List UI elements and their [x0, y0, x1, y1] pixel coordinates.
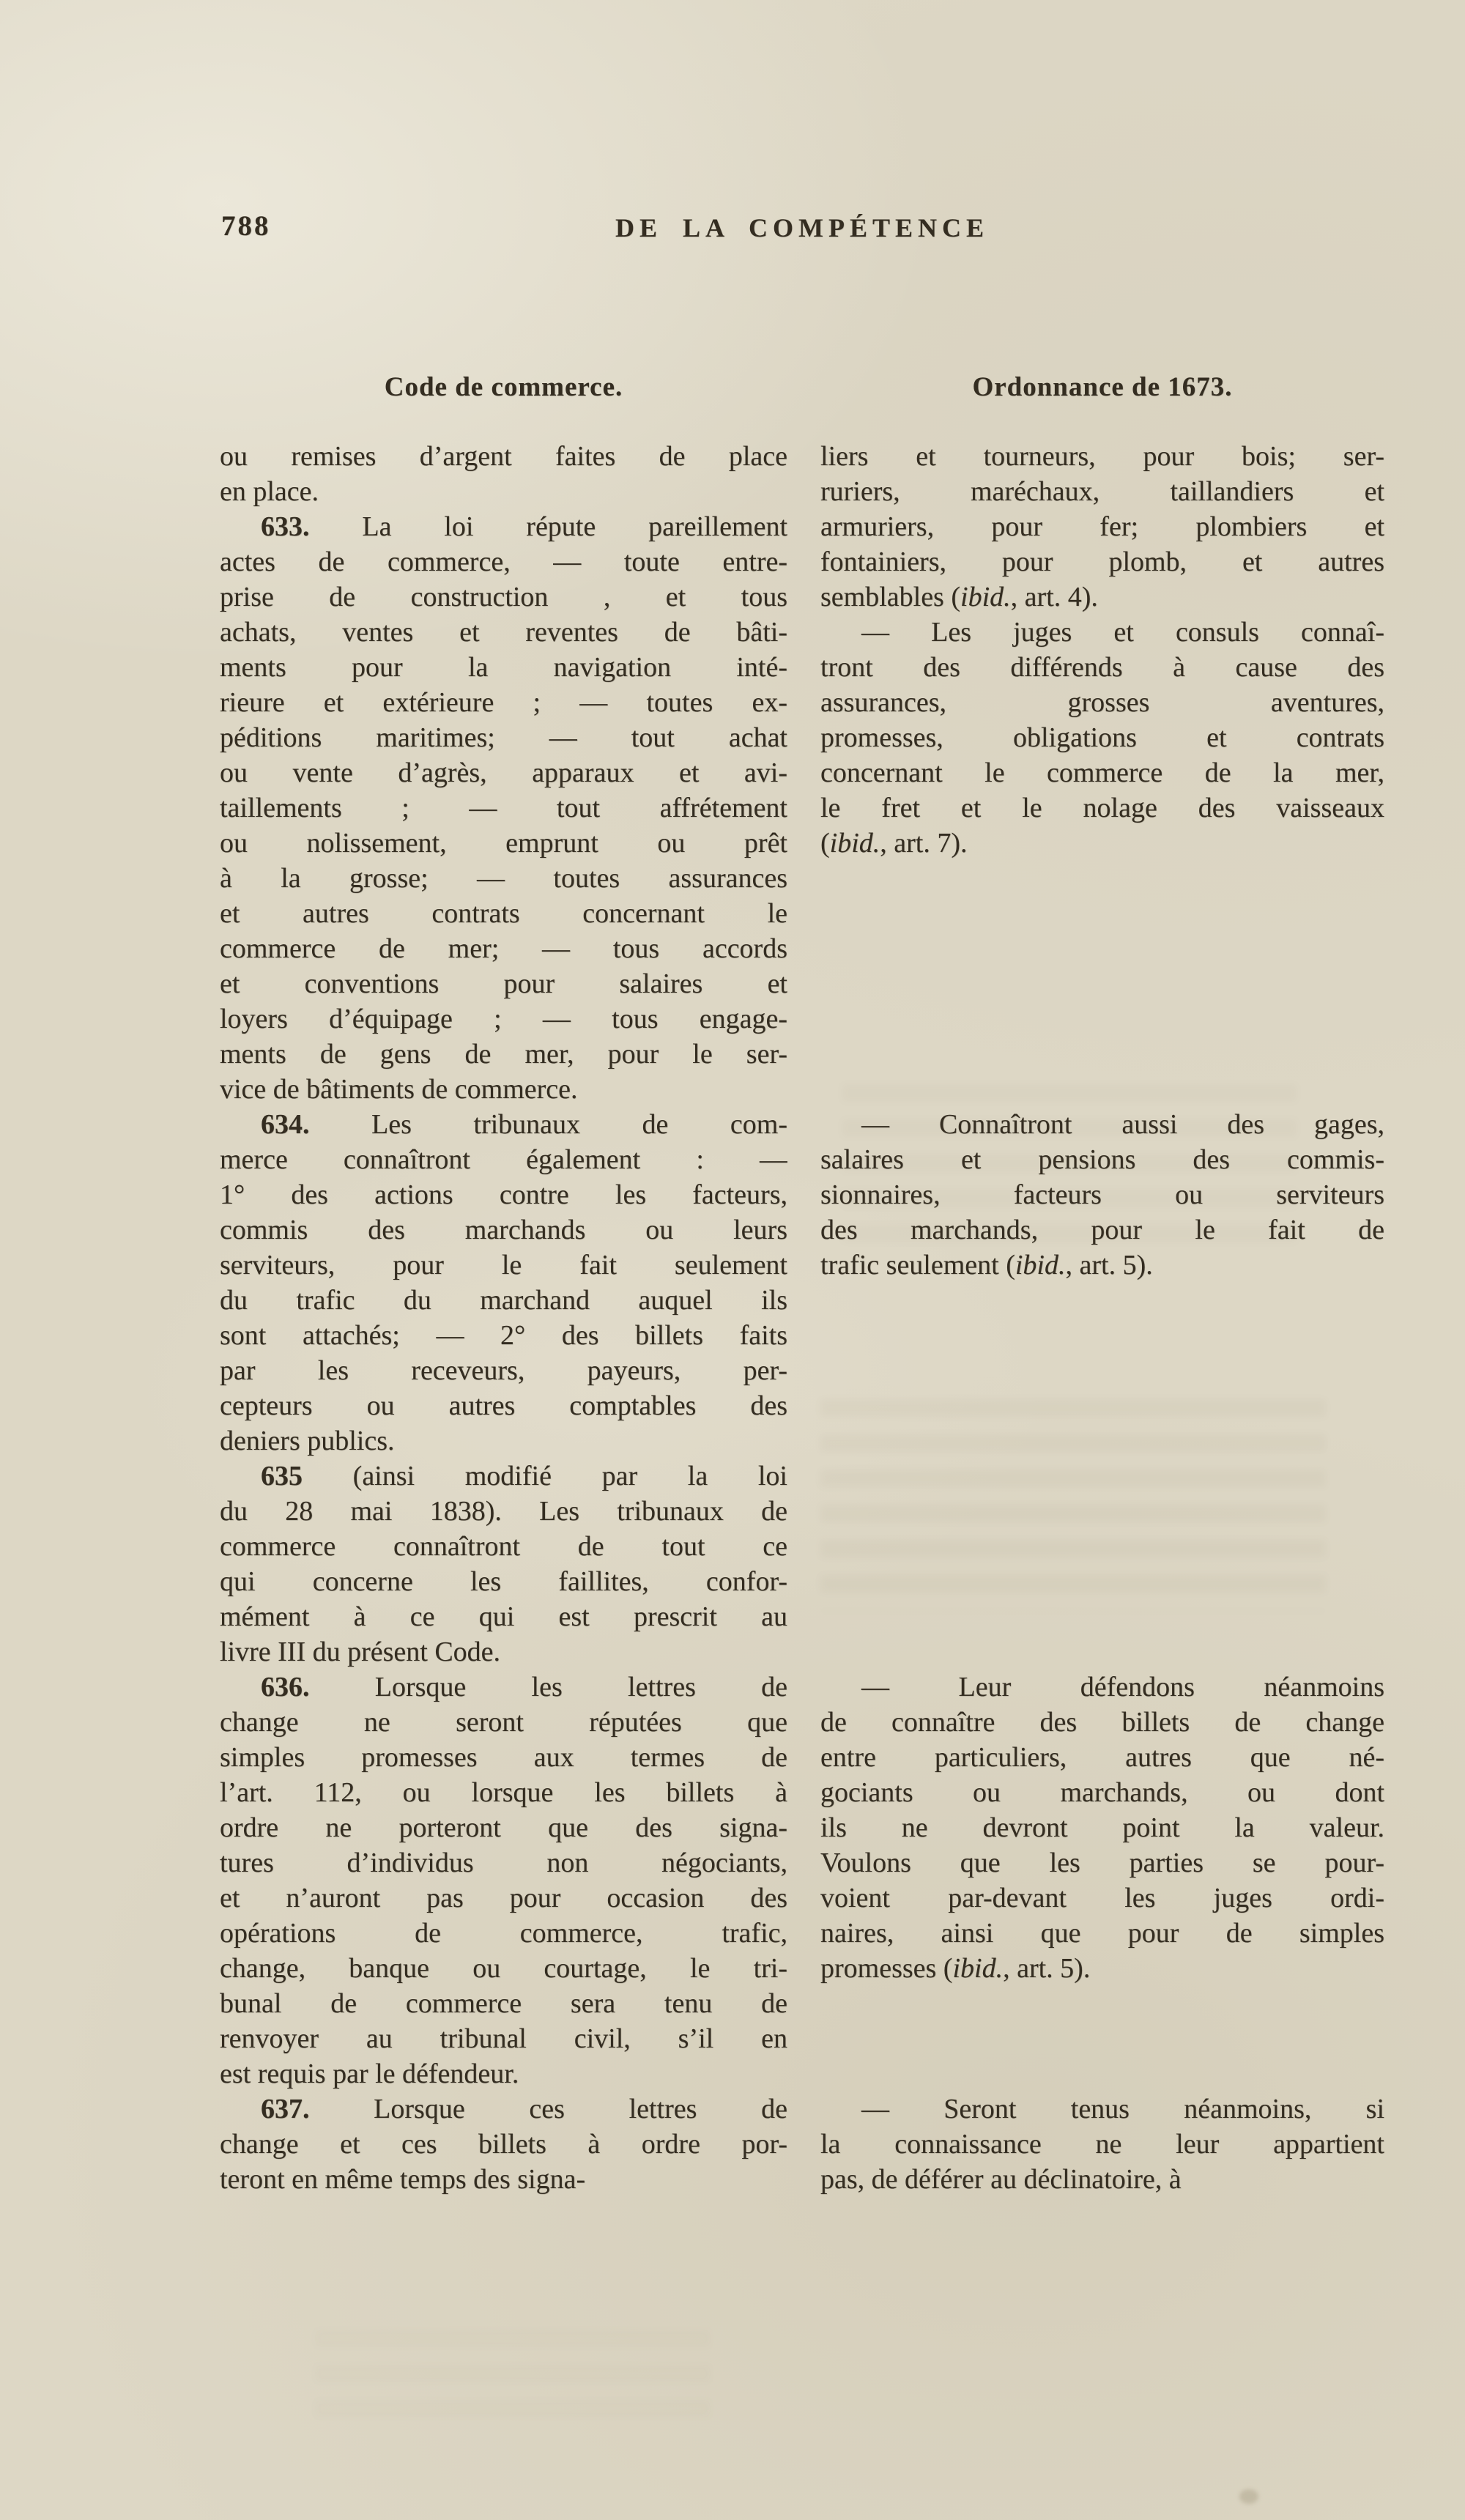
text-line: tront des différends à cause des [820, 652, 1384, 683]
text-line: trafic seulement (ibid., art. 5). [820, 1250, 1153, 1281]
column-cell-left [220, 1670, 787, 2091]
column-cell-right [820, 2091, 1384, 2197]
text-line: 635 (ainsi modifié par la loi [261, 1461, 787, 1491]
text-line: concernant le commerce de la mer, [820, 757, 1384, 788]
paragraph [220, 1459, 787, 1670]
text-line: pas, de déférer au déclinatoire, à [820, 2164, 1182, 2195]
text-line: teront en même temps des signa- [220, 2164, 586, 2195]
text-line: change, banque ou courtage, le tri- [220, 1953, 787, 1984]
text-line: (ibid., art. 7). [820, 828, 968, 859]
text-line: liers et tourneurs, pour bois; ser- [820, 441, 1384, 472]
text-line: sionnaires, facteurs ou serviteurs [820, 1179, 1384, 1210]
text-line: qui concerne les faillites, confor- [220, 1566, 787, 1597]
text-line: et n’auront pas pour occasion des [220, 1883, 787, 1913]
text-line: livre III du présent Code. [220, 1637, 501, 1667]
text-line: cepteurs ou autres comptables des [220, 1390, 787, 1421]
text-line: fontainiers, pour plomb, et autres [820, 546, 1384, 577]
text-line: 634. Les tribunaux de com- [261, 1109, 787, 1140]
text-line: le fret et le nolage des vaisseaux [820, 793, 1384, 823]
text-line: est requis par le défendeur. [220, 2058, 519, 2089]
text-line: ruriers, maréchaux, taillandiers et [820, 476, 1384, 507]
text-line: ou vente d’agrès, apparaux et avi- [220, 757, 787, 788]
text-line: — Seront tenus néanmoins, si [861, 2094, 1384, 2124]
text-line: 1° des actions contre les facteurs, [220, 1179, 787, 1210]
text-line: change et ces billets à ordre por- [220, 2129, 787, 2160]
column-cell-left [220, 2091, 787, 2197]
text-line: achats, ventes et reventes de bâti- [220, 617, 787, 648]
text-line: promesses, obligations et contrats [820, 722, 1384, 753]
text-line: actes de commerce, — toute entre- [220, 546, 787, 577]
text-line: gociants ou marchands, ou dont [820, 1777, 1384, 1808]
text-line: semblables (ibid., art. 4). [820, 582, 1098, 612]
text-line: du 28 mai 1838). Les tribunaux de [220, 1496, 787, 1527]
text-line: renvoyer au tribunal civil, s’il en [220, 2023, 787, 2054]
text-line: deniers publics. [220, 1426, 395, 1456]
paragraph [820, 1107, 1384, 1283]
text-line: taillements ; — tout affrétement [220, 793, 787, 823]
text-line: change ne seront réputées que [220, 1707, 787, 1738]
running-title: DE LA COMPÉTENCE [615, 213, 990, 242]
text-line: la connaissance ne leur appartient [820, 2129, 1384, 2160]
text-line: commerce de mer; — tous accords [220, 933, 787, 964]
text-line: en place. [220, 476, 319, 507]
text-line: ments pour la navigation inté- [220, 652, 787, 683]
page-number: 788 [221, 210, 271, 242]
text-line: promesses (ibid., art. 5). [820, 1953, 1091, 1984]
text-line: merce connaîtront également : — [220, 1144, 787, 1175]
text-line: ou remises d’argent faites de place [220, 441, 787, 472]
text-line: Voulons que les parties se pour- [820, 1848, 1384, 1878]
text-line: armuriers, pour fer; plombiers et [820, 511, 1384, 542]
right-column-heading: Ordonnance de 1673. [972, 372, 1233, 402]
text-line: assurances, grosses aventures, [820, 687, 1384, 718]
text-line: vice de bâtiments de commerce. [220, 1074, 578, 1105]
paragraph [820, 615, 1384, 861]
text-line: opérations de commerce, trafic, [220, 1918, 787, 1949]
left-column-heading: Code de commerce. [384, 372, 623, 402]
text-line: de connaître des billets de change [820, 1707, 1384, 1738]
text-line: 633. La loi répute pareillement [261, 511, 787, 542]
column-cell-left [220, 1107, 787, 1670]
column-cell-right [820, 1670, 1384, 2091]
column-cell-right [820, 439, 1384, 1107]
text-line: rieure et extérieure ; — toutes ex- [220, 687, 787, 718]
text-line: voient par-devant les juges ordi- [820, 1883, 1384, 1913]
text-line: l’art. 112, ou lorsque les billets à [220, 1777, 787, 1808]
text-line: sont attachés; — 2° des billets faits [220, 1320, 787, 1351]
text-line: — Connaîtront aussi des gages, [861, 1109, 1384, 1140]
text-line: loyers d’équipage ; — tous engage- [220, 1004, 787, 1034]
text-line: naires, ainsi que pour de simples [820, 1918, 1384, 1949]
text-line: à la grosse; — toutes assurances [220, 863, 787, 894]
paragraph [220, 439, 787, 509]
text-line: du trafic du marchand auquel ils [220, 1285, 787, 1316]
text-line: — Leur défendons néanmoins [861, 1672, 1384, 1702]
text-line: et autres contrats concernant le [220, 898, 787, 929]
text-line: bunal de commerce sera tenu de [220, 1988, 787, 2019]
paper-stain [1239, 2489, 1258, 2504]
text-line: entre particuliers, autres que né- [820, 1742, 1384, 1773]
column-cell-left [220, 439, 787, 1107]
column-cell-right [820, 1107, 1384, 1670]
text-line: mément à ce qui est prescrit au [220, 1601, 787, 1632]
text-line: ils ne devront point la valeur. [820, 1812, 1384, 1843]
ink-bleedthrough-patch [315, 2330, 711, 2417]
text-line: tures d’individus non négociants, [220, 1848, 787, 1878]
text-line: serviteurs, pour le fait seulement [220, 1250, 787, 1281]
text-line: et conventions pour salaires et [220, 968, 787, 999]
two-column-text [220, 370, 1384, 2197]
paragraph [220, 509, 787, 1107]
text-line: par les receveurs, payeurs, per- [220, 1355, 787, 1386]
text-line: — Les juges et consuls connaî- [861, 617, 1384, 648]
text-line: des marchands, pour le fait de [820, 1215, 1384, 1245]
text-line: 637. Lorsque ces lettres de [261, 2094, 787, 2124]
text-line: simples promesses aux termes de [220, 1742, 787, 1773]
paragraph [220, 1670, 787, 2091]
text-line: commerce connaîtront de tout ce [220, 1531, 787, 1562]
text-line: ou nolissement, emprunt ou prêt [220, 828, 787, 859]
paragraph [220, 1107, 787, 1459]
paragraph [820, 2091, 1384, 2197]
paragraph [220, 2091, 787, 2197]
text-line: 636. Lorsque les lettres de [261, 1672, 787, 1702]
text-line: ments de gens de mer, pour le ser- [220, 1039, 787, 1070]
paragraph [820, 439, 1384, 615]
paragraph [820, 1670, 1384, 1986]
text-line: péditions maritimes; — tout achat [220, 722, 787, 753]
text-line: prise de construction , et tous [220, 582, 787, 612]
text-line: salaires et pensions des commis- [820, 1144, 1384, 1175]
text-line: ordre ne porteront que des signa- [220, 1812, 787, 1843]
text-line: commis des marchands ou leurs [220, 1215, 787, 1245]
